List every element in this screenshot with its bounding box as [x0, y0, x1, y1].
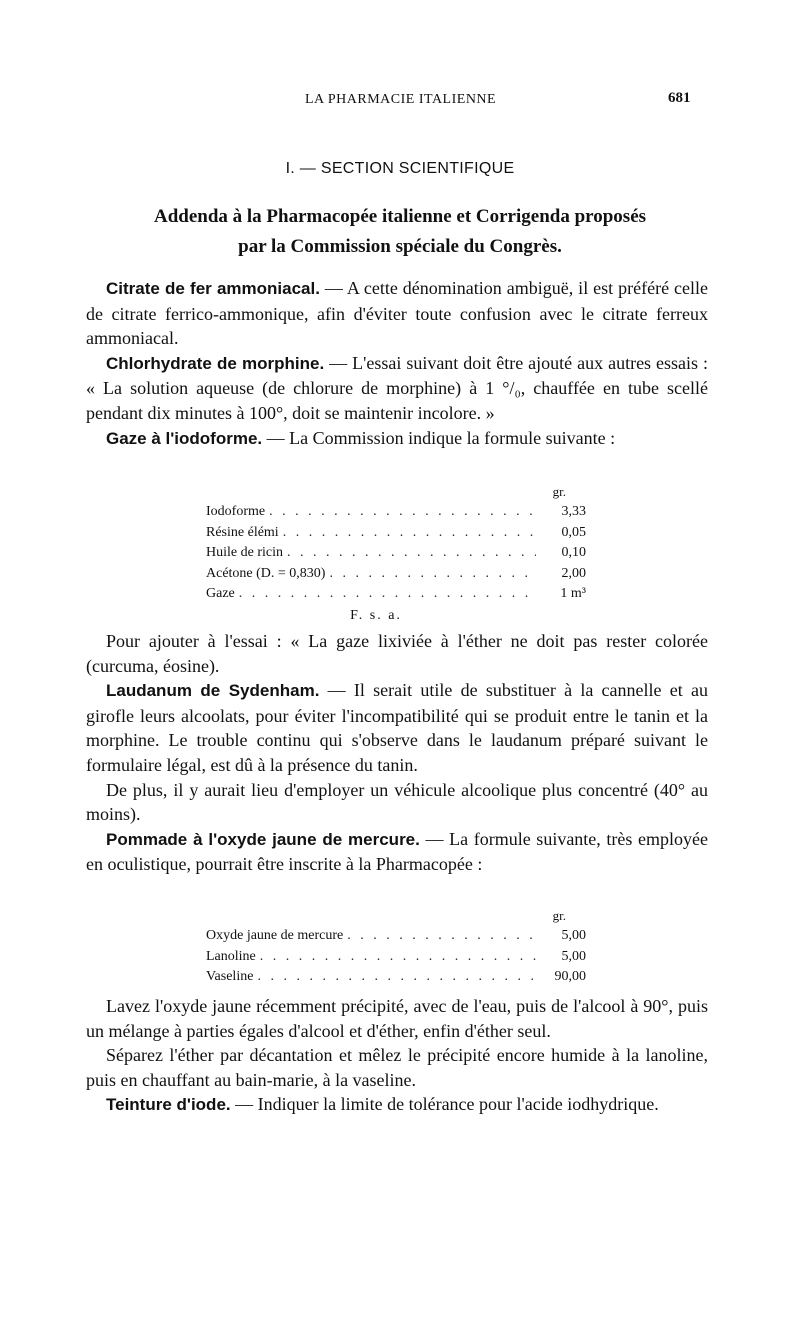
ingredient-quantity: 0,05: [561, 524, 586, 540]
recipe-row: [206, 543, 586, 563]
ingredient-name: Gaze: [206, 586, 235, 602]
recipe-row: [206, 502, 586, 522]
running-header: [0, 92, 800, 112]
ingredient-quantity: 5,00: [561, 928, 586, 944]
page-number: 681: [668, 90, 691, 106]
recipe-gaze-iodoforme: [206, 482, 586, 627]
recipe-row: [206, 967, 586, 987]
term-teinture: Teinture d'iode.: [106, 1095, 231, 1115]
text-pommade: — La formule suivante, très employée en oculistique, pourrait être inscrite à la Pharmacopée :: [86, 828, 708, 875]
leader-dots: [269, 502, 536, 522]
term-citrate: Citrate de fer ammoniacal.: [106, 279, 320, 298]
ingredient-name: Résine élémi: [206, 524, 279, 540]
paragraph-pommade: [86, 827, 708, 877]
recipe-row: [206, 584, 586, 604]
term-laudanum: Laudanum de Sydenham.: [106, 681, 320, 701]
ingredient-quantity: 3,33: [561, 504, 586, 520]
paragraph-teinture: [86, 1092, 708, 1118]
text-teinture: — Indiquer la limite de tolérance pour l'acide iodhydrique.: [230, 1094, 659, 1115]
ingredient-quantity: 90,00: [554, 969, 586, 985]
recipe-signature: F. s. a.: [350, 608, 402, 624]
ingredient-quantity: 2,00: [561, 565, 586, 581]
ingredient-name: Acétone (D. = 0,830): [206, 565, 326, 581]
leader-dots: [287, 543, 536, 563]
paragraph-laudanum: [86, 678, 708, 777]
leader-dots: [329, 564, 536, 584]
document-title-line-2: par la Commission spéciale du Congrès.: [238, 236, 562, 257]
text-citrate: — A cette dénomination ambiguë, il est préféré celle de citrate ferrico-ammonique, afin d'éviter toute confusion avec le citrate ferreux ammoniacal.: [86, 278, 708, 349]
term-pommade: Pommade à l'oxyde jaune de mercure.: [106, 829, 420, 849]
recipe-unit: gr.: [552, 484, 566, 499]
document-title-line-1: Addenda à la Pharmacopée italienne et Corrigenda proposés: [153, 206, 647, 227]
body-block-1: [86, 276, 708, 451]
running-title: LA PHARMACIE ITALIENNE: [305, 92, 497, 107]
leader-dots: [260, 947, 536, 967]
recipe-pommade: [206, 906, 586, 988]
leader-dots: [239, 584, 536, 604]
ingredient-quantity: 0,10: [561, 545, 586, 561]
ingredient-name: Lanoline: [206, 948, 256, 964]
ingredient-name: Huile de ricin: [206, 545, 283, 561]
ingredient-name: Vaseline: [206, 969, 254, 985]
ingredient-name: Oxyde jaune de mercure: [206, 928, 344, 944]
ingredient-name: Iodoforme: [206, 504, 266, 520]
body-block-2: [86, 629, 708, 877]
text-chlorhydrate: — L'essai suivant doit être ajouté aux autres essais : « La solution aqueuse (de chlorure de morphine) à 1 °/₀, chauffée en tube scellé pendant dix minutes à 100°, doit se maintenir incolore. »: [86, 352, 708, 423]
section-title: I. — SECTION SCIENTIFIQUE: [285, 160, 515, 177]
ingredient-quantity: 1 m³: [560, 586, 586, 602]
leader-dots: [257, 967, 536, 987]
paragraph-pour-ajouter: Pour ajouter à l'essai : « La gaze lixiviée à l'éther ne doit pas rester colorée (curcuma, éosine).: [86, 631, 708, 676]
ingredient-quantity: 5,00: [561, 948, 586, 964]
paragraph-de-plus: De plus, il y aurait lieu d'employer un véhicule alcoolique plus concentré (40° au moins).: [86, 779, 708, 825]
recipe-row: [206, 926, 586, 946]
paragraph-separez: Séparez l'éther par décantation et mêlez le précipité encore humide à la lanoline, puis en chauffant au bain-marie, à la vaseline.: [86, 1045, 708, 1090]
text-laudanum: — Il serait utile de substituer à la cannelle et au girofle leurs alcoolats, pour éviter l'incompatibilité qui se produit entre le tanin et la morphine. Le trouble continu qui s'observe dans le laudanum préparé suivant le formulaire légal, est dû à la présence du tanin.: [86, 680, 708, 775]
document-title: [60, 202, 740, 262]
paragraph-citrate: [86, 276, 708, 351]
term-gaze: Gaze à l'iodoforme.: [106, 428, 263, 448]
recipe-row: [206, 947, 586, 967]
text-gaze: — La Commission indique la formule suivante :: [262, 427, 616, 448]
paragraph-chlorhydrate: [86, 351, 708, 426]
term-chlorhydrate: Chlorhydrate de morphine.: [106, 353, 325, 373]
paragraph-lavez: Lavez l'oxyde jaune récemment précipité, avec de l'eau, puis de l'alcool à 90°, puis un mélange à parties égales d'alcool et d'éther, enfin d'éther seul.: [86, 996, 708, 1041]
body-block-3: [86, 994, 708, 1118]
leader-dots: [347, 926, 536, 946]
paragraph-gaze: [86, 426, 708, 452]
recipe-row: [206, 523, 586, 543]
recipe-unit: gr.: [552, 908, 566, 923]
recipe-row: [206, 564, 586, 584]
leader-dots: [283, 523, 536, 543]
